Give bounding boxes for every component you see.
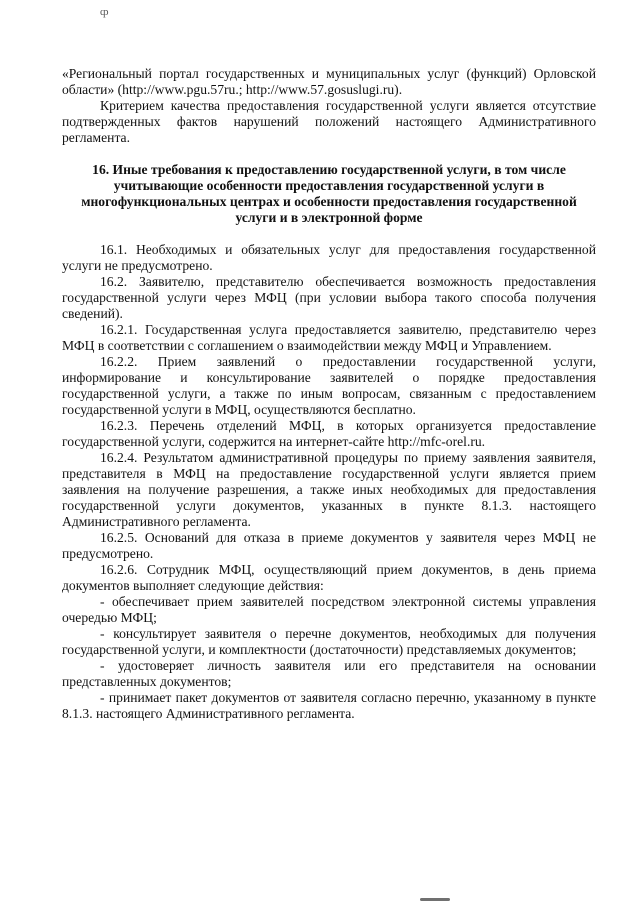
list-item: 16.2.5. Оснований для отказа в приеме документов у заявителя через МФЦ не предусмотрено. xyxy=(62,530,596,561)
paragraph: Критерием качества предоставления государственной услуги является отсутствие подтвержденных фактов нарушений положений настоящего Административного регламента. xyxy=(62,98,596,145)
section-heading: 16. Иные требования к предоставлению государственной услуги, в том числе учитывающие особенности предоставления государственной услуги в многофункциональных центрах и особенности предоставления государственной услуги и в электронной форме xyxy=(81,162,577,225)
list-item: - удостоверяет личность заявителя или его представителя на основании представленных документов; xyxy=(62,658,596,689)
scan-artifact xyxy=(420,898,450,901)
list-item: 16.2.2. Прием заявлений о предоставлении государственной услуги, информирование и консультирование заявителей о порядке предоставления государственной услуги, а также по иным вопросам, связанным с предоставлением государственной услуги в МФЦ, осуществляются бесплатно. xyxy=(62,354,596,417)
paragraph: «Региональный портал государственных и муниципальных услуг (функций) Орловской области» (http://www.pgu.57ru.; http://www.57.gosuslugi.ru). xyxy=(62,66,596,97)
list-item: 16.2.6. Сотрудник МФЦ, осуществляющий прием документов, в день приема документов выполняет следующие действия: xyxy=(62,562,596,593)
list-item: 16.2.3. Перечень отделений МФЦ, в которых организуется предоставление государственной услуги, содержится на интернет-сайте http://mfc-orel.ru. xyxy=(62,418,596,449)
list-item: 16.2.4. Результатом административной процедуры по приему заявления заявителя, представителя в МФЦ на предоставление государственной услуги является прием заявления на получение разрешения, а также иных необходимых для предоставления государственной услуги документов, указанных в пункте 8.1.3. настоящего Административного регламента. xyxy=(62,450,596,529)
list-item: 16.2. Заявителю, представителю обеспечивается возможность предоставления государственной услуги через МФЦ (при условии выбора такого способа получения сведений). xyxy=(62,274,596,321)
document-body xyxy=(62,66,596,722)
list-item: - обеспечивает прием заявителей посредством электронной системы управления очередью МФЦ; xyxy=(62,594,596,625)
list-item: - консультирует заявителя о перечне документов, необходимых для получения государственной услуги, и комплектности (достаточности) представляемых документов; xyxy=(62,626,596,657)
list-item: - принимает пакет документов от заявителя согласно перечню, указанному в пункте 8.1.3. настоящего Административного регламента. xyxy=(62,690,596,721)
list-item: 16.1. Необходимых и обязательных услуг для предоставления государственной услуги не предусмотрено. xyxy=(62,242,596,273)
scan-mark: ȹ xyxy=(100,6,109,18)
list-item: 16.2.1. Государственная услуга предоставляется заявителю, представителю через МФЦ в соответствии с соглашением о взаимодействии между МФЦ и Управлением. xyxy=(62,322,596,353)
